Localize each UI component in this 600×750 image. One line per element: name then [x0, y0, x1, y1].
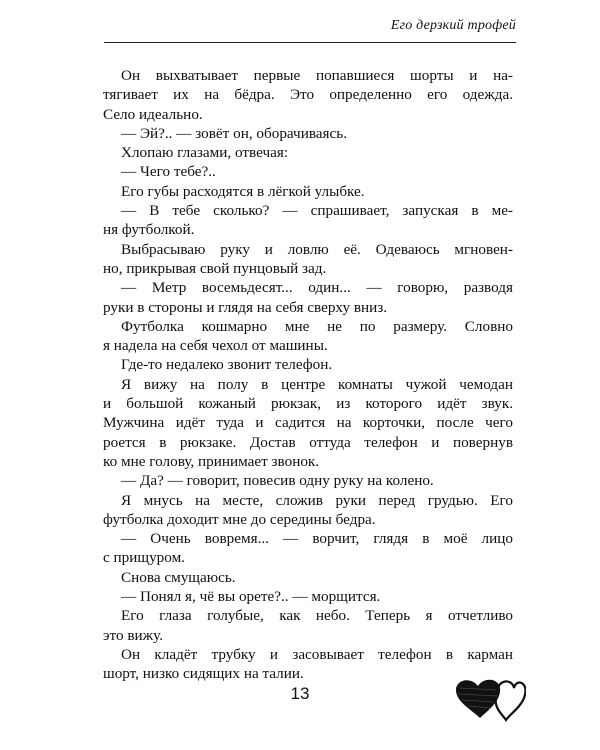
- text-line: я надела на себя чехол от машины.: [103, 337, 328, 355]
- text-line: Футболка кошмарно мне не по размеру. Словно: [121, 317, 513, 335]
- paragraph: [103, 471, 513, 490]
- text-line: Мужчина идёт туда и садится на корточки, после чего: [103, 414, 513, 432]
- paragraph: [103, 66, 513, 124]
- text-line: Его губы расходятся в лёгкой улыбке.: [121, 182, 365, 200]
- paragraph: [103, 529, 513, 568]
- text-line: ко мне голову, принимает звонок.: [103, 452, 320, 470]
- paragraph: [103, 606, 513, 645]
- text-line: — Да? — говорит, повесив одну руку на колено.: [121, 472, 434, 490]
- text-line: и большой кожаный рюкзак, из которого идёт звук.: [103, 395, 513, 413]
- body-text: [103, 66, 513, 684]
- text-line: Хлопаю глазами, отвечая:: [121, 144, 289, 162]
- page-number: 13: [290, 684, 310, 703]
- text-line: Выбрасываю руку и ловлю её. Одеваюсь мгновен-: [121, 240, 513, 258]
- header-rule: [104, 42, 516, 43]
- text-line: — Метр восемьдесят... один... — говорю, разводя: [121, 279, 513, 297]
- text-line: Снова смущаюсь.: [121, 568, 236, 586]
- text-line: ня футболкой.: [103, 221, 195, 239]
- text-line: Он кладёт трубку и засовывает телефон в карман: [121, 645, 513, 663]
- running-title: Его дерзкий трофей: [390, 18, 516, 33]
- text-line: футболка доходит мне до середины бедра.: [103, 510, 376, 528]
- text-line: роется в рюкзаке. Достав оттуда телефон и повернув: [103, 433, 513, 451]
- text-line: — Понял я, чё вы орете?.. — морщится.: [121, 588, 381, 606]
- text-line: тягивает их на бёдра. Это определенно его одежда.: [103, 86, 513, 104]
- text-line: Где-то недалеко звонит телефон.: [121, 356, 333, 374]
- text-line: это вижу.: [103, 626, 164, 644]
- text-line: — Очень вовремя... — ворчит, глядя в моё лицо: [121, 530, 513, 548]
- text-line: руки в стороны и глядя на себя сверху вниз.: [103, 298, 388, 316]
- text-line: Я вижу на полу в центре комнаты чужой чемодан: [121, 375, 513, 393]
- double-heart-icon: [450, 668, 526, 724]
- text-line: Я мнусь на месте, сложив руки перед грудью. Его: [121, 491, 513, 509]
- text-line: Его глаза голубые, как небо. Теперь я отчетливо: [121, 607, 513, 625]
- paragraph: [103, 201, 513, 240]
- outline-heart-icon: [496, 681, 526, 720]
- paragraph: [103, 182, 513, 201]
- text-line: с прищуром.: [103, 549, 185, 567]
- paragraph: [103, 240, 513, 279]
- paragraph: [103, 355, 513, 374]
- text-line: — Чего тебе?..: [121, 163, 216, 181]
- text-line: Он выхватывает первые попавшиеся шорты и на-: [121, 67, 513, 84]
- text-line: но, прикрывая свой пунцовый зад.: [103, 259, 327, 277]
- paragraph: [103, 568, 513, 587]
- paragraph: [103, 491, 513, 530]
- filled-heart-icon: [456, 680, 500, 718]
- text-line: — В тебе сколько? — спрашивает, запуская в ме-: [121, 202, 513, 220]
- paragraph: [103, 375, 513, 471]
- text-line: — Эй?.. — зовёт он, оборачиваясь.: [121, 124, 347, 142]
- text-line: шорт, низко сидящих на талии.: [103, 665, 304, 683]
- paragraph: [103, 587, 513, 606]
- paragraph: [103, 278, 513, 317]
- paragraph: [103, 143, 513, 162]
- paragraph: [103, 124, 513, 143]
- text-line: Село идеально.: [103, 105, 203, 123]
- paragraph: [103, 162, 513, 181]
- paragraph: [103, 317, 513, 356]
